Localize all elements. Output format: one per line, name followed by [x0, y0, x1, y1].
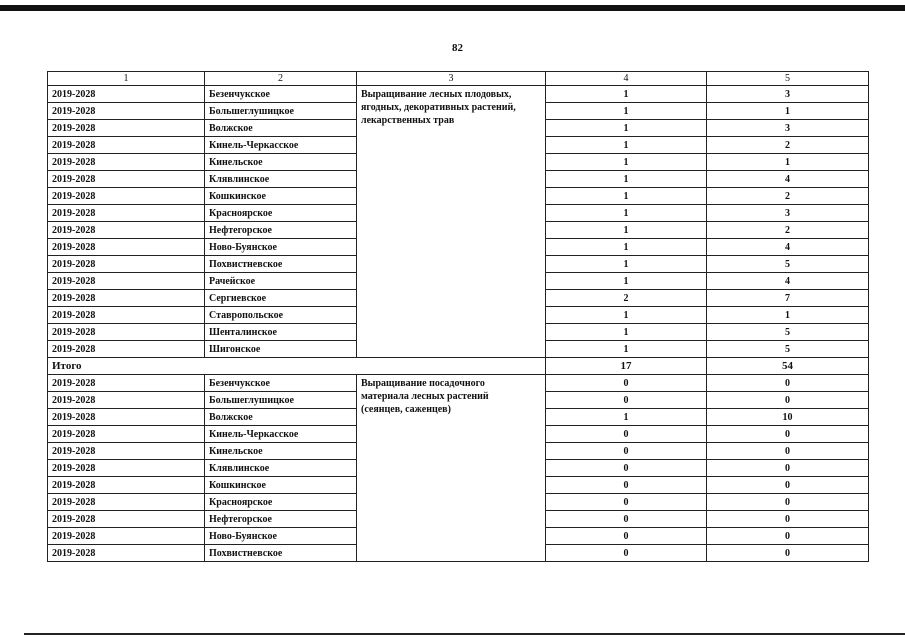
- value-col5-cell: 0: [707, 477, 869, 494]
- district-cell: Красноярское: [205, 205, 357, 222]
- total-col4-value: 17: [546, 358, 707, 375]
- district-cell: Кинельское: [205, 154, 357, 171]
- period-cell: 2019-2028: [48, 307, 205, 324]
- district-cell: Волжское: [205, 120, 357, 137]
- period-cell: 2019-2028: [48, 188, 205, 205]
- value-col4-cell: 1: [546, 341, 707, 358]
- period-cell: 2019-2028: [48, 256, 205, 273]
- value-col5-cell: 0: [707, 375, 869, 392]
- value-col4-cell: 0: [546, 494, 707, 511]
- period-cell: 2019-2028: [48, 120, 205, 137]
- value-col5-cell: 5: [707, 324, 869, 341]
- value-col5-cell: 4: [707, 239, 869, 256]
- value-col4-cell: 1: [546, 239, 707, 256]
- value-col4-cell: 0: [546, 545, 707, 562]
- district-cell: Красноярское: [205, 494, 357, 511]
- value-col5-cell: 0: [707, 528, 869, 545]
- period-cell: 2019-2028: [48, 273, 205, 290]
- value-col5-cell: 5: [707, 341, 869, 358]
- district-cell: Ново-Буянское: [205, 239, 357, 256]
- period-cell: 2019-2028: [48, 494, 205, 511]
- district-cell: Ставропольское: [205, 307, 357, 324]
- header-cell-1: 1: [48, 72, 205, 86]
- period-cell: 2019-2028: [48, 239, 205, 256]
- period-cell: 2019-2028: [48, 341, 205, 358]
- district-cell: Кошкинское: [205, 188, 357, 205]
- district-cell: Кинель-Черкасское: [205, 137, 357, 154]
- district-cell: Клявлинское: [205, 171, 357, 188]
- value-col4-cell: 0: [546, 477, 707, 494]
- total-col5-value: 54: [707, 358, 869, 375]
- value-col4-cell: 0: [546, 511, 707, 528]
- value-col4-cell: 2: [546, 290, 707, 307]
- period-cell: 2019-2028: [48, 171, 205, 188]
- district-cell: Рачейское: [205, 273, 357, 290]
- district-cell: Похвистневское: [205, 256, 357, 273]
- value-col5-cell: 1: [707, 154, 869, 171]
- activity-text-line: Выращивание лесных плодовых,: [361, 89, 512, 100]
- period-cell: 2019-2028: [48, 205, 205, 222]
- value-col5-cell: 5: [707, 256, 869, 273]
- value-col5-cell: 7: [707, 290, 869, 307]
- period-cell: 2019-2028: [48, 477, 205, 494]
- district-cell: Кошкинское: [205, 477, 357, 494]
- period-cell: 2019-2028: [48, 103, 205, 120]
- district-cell: Нефтегорское: [205, 511, 357, 528]
- value-col4-cell: 1: [546, 120, 707, 137]
- district-cell: Нефтегорское: [205, 222, 357, 239]
- value-col5-cell: 0: [707, 426, 869, 443]
- value-col4-cell: 0: [546, 528, 707, 545]
- header-cell-5: 5: [707, 72, 869, 86]
- value-col4-cell: 0: [546, 426, 707, 443]
- value-col5-cell: 3: [707, 86, 869, 103]
- district-cell: Шигонское: [205, 341, 357, 358]
- period-cell: 2019-2028: [48, 324, 205, 341]
- total-row: [48, 358, 869, 375]
- value-col4-cell: 1: [546, 103, 707, 120]
- value-col5-cell: 10: [707, 409, 869, 426]
- district-cell: Большеглушицкое: [205, 392, 357, 409]
- total-label: Итого: [48, 358, 546, 375]
- top-border-rule: [0, 5, 905, 11]
- district-cell: Безенчукское: [205, 375, 357, 392]
- table-row: [48, 375, 869, 392]
- header-cell-3: 3: [357, 72, 546, 86]
- value-col4-cell: 1: [546, 137, 707, 154]
- value-col4-cell: 0: [546, 392, 707, 409]
- period-cell: 2019-2028: [48, 392, 205, 409]
- header-cell-2: 2: [205, 72, 357, 86]
- activity-text-line: ягодных, декоративных растений,: [361, 102, 516, 113]
- period-cell: 2019-2028: [48, 426, 205, 443]
- district-cell: Волжское: [205, 409, 357, 426]
- period-cell: 2019-2028: [48, 443, 205, 460]
- period-cell: 2019-2028: [48, 154, 205, 171]
- value-col4-cell: 0: [546, 443, 707, 460]
- activity-text-line: материала лесных растений: [361, 391, 489, 402]
- district-cell: Сергиевское: [205, 290, 357, 307]
- value-col5-cell: 2: [707, 188, 869, 205]
- value-col4-cell: 0: [546, 375, 707, 392]
- value-col4-cell: 1: [546, 188, 707, 205]
- value-col5-cell: 0: [707, 392, 869, 409]
- value-col5-cell: 3: [707, 120, 869, 137]
- period-cell: 2019-2028: [48, 222, 205, 239]
- activity-text-line: (сеянцев, саженцев): [361, 404, 451, 415]
- value-col5-cell: 2: [707, 137, 869, 154]
- value-col4-cell: 1: [546, 86, 707, 103]
- value-col4-cell: 1: [546, 256, 707, 273]
- activity-text-line: Выращивание посадочного: [361, 378, 485, 389]
- activity-text-line: лекарственных трав: [361, 115, 455, 126]
- period-cell: 2019-2028: [48, 409, 205, 426]
- value-col4-cell: 0: [546, 460, 707, 477]
- value-col5-cell: 1: [707, 103, 869, 120]
- value-col5-cell: 0: [707, 494, 869, 511]
- value-col4-cell: 1: [546, 171, 707, 188]
- value-col5-cell: 0: [707, 511, 869, 528]
- table-body: [48, 72, 869, 562]
- district-cell: Кинельское: [205, 443, 357, 460]
- table-row: [48, 86, 869, 103]
- data-table: [47, 71, 869, 562]
- period-cell: 2019-2028: [48, 137, 205, 154]
- period-cell: 2019-2028: [48, 460, 205, 477]
- period-cell: 2019-2028: [48, 290, 205, 307]
- value-col5-cell: 4: [707, 273, 869, 290]
- value-col4-cell: 1: [546, 205, 707, 222]
- district-cell: Кинель-Черкасское: [205, 426, 357, 443]
- value-col5-cell: 0: [707, 443, 869, 460]
- activity-cell: [357, 86, 546, 358]
- value-col5-cell: 0: [707, 460, 869, 477]
- period-cell: 2019-2028: [48, 545, 205, 562]
- value-col4-cell: 1: [546, 273, 707, 290]
- header-cell-4: 4: [546, 72, 707, 86]
- value-col5-cell: 0: [707, 545, 869, 562]
- value-col4-cell: 1: [546, 307, 707, 324]
- activity-cell: [357, 375, 546, 562]
- value-col4-cell: 1: [546, 324, 707, 341]
- value-col4-cell: 1: [546, 154, 707, 171]
- value-col4-cell: 1: [546, 409, 707, 426]
- period-cell: 2019-2028: [48, 375, 205, 392]
- period-cell: 2019-2028: [48, 528, 205, 545]
- value-col5-cell: 3: [707, 205, 869, 222]
- value-col4-cell: 1: [546, 222, 707, 239]
- period-cell: 2019-2028: [48, 511, 205, 528]
- district-cell: Похвистневское: [205, 545, 357, 562]
- value-col5-cell: 4: [707, 171, 869, 188]
- district-cell: Шенталинское: [205, 324, 357, 341]
- value-col5-cell: 2: [707, 222, 869, 239]
- district-cell: Ново-Буянское: [205, 528, 357, 545]
- district-cell: Клявлинское: [205, 460, 357, 477]
- district-cell: Большеглушицкое: [205, 103, 357, 120]
- bottom-border-rule: [24, 633, 905, 635]
- table-header-row: [48, 72, 869, 86]
- page-number: 82: [452, 42, 463, 54]
- period-cell: 2019-2028: [48, 86, 205, 103]
- district-cell: Безенчукское: [205, 86, 357, 103]
- value-col5-cell: 1: [707, 307, 869, 324]
